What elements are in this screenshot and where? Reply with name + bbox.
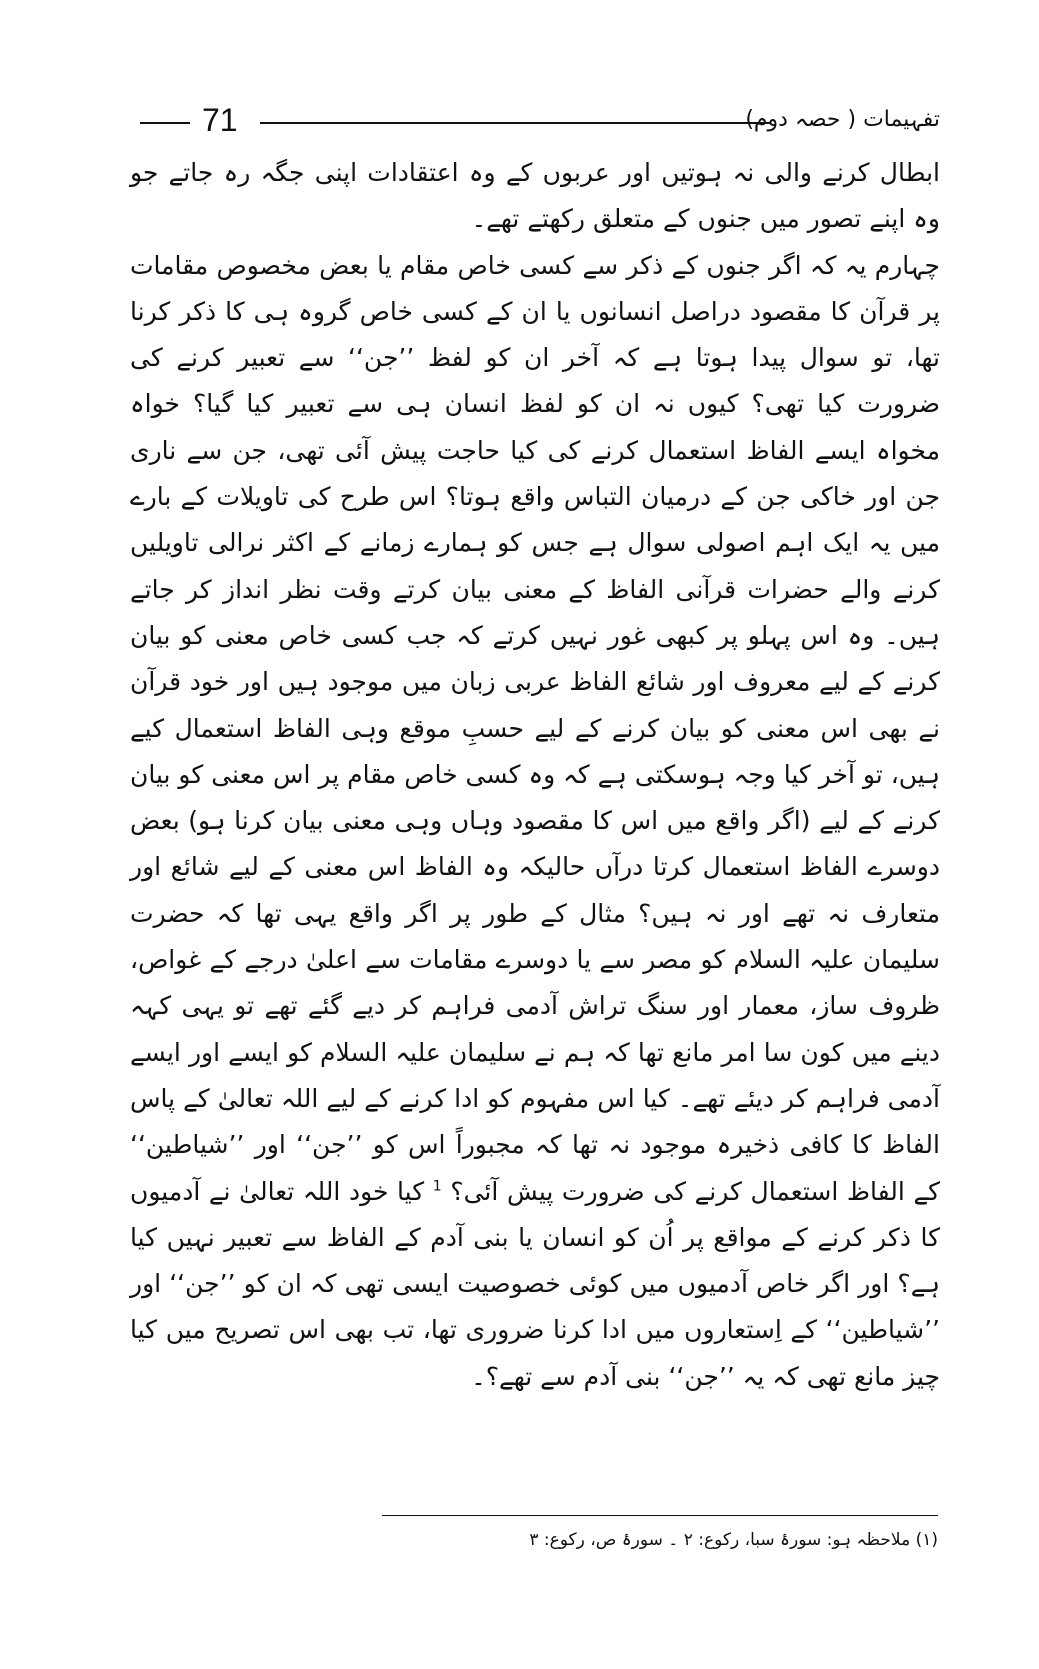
footnote-rule [382, 1515, 938, 1516]
page-number: 71 [202, 102, 238, 138]
paragraph-2-text: چہارم یہ کہ اگر جنوں کے ذکر سے کسی خاص مقام یا بعض مخصوص مقامات پر قرآن کا مقصود دراصل انسانوں یا ان کے کسی خاص گروہ ہی کا ذکر کرنا تھا، تو سوال پیدا ہوتا ہے کہ آخر ان کو لفظ ’’جن‘‘ سے تعبیر کرنے کی ضرورت کیا تھی؟ کیوں نہ ان کو لفظ انسان ہی سے تعبیر کیا گیا؟ خواہ مخواہ ایسے الفاظ استعمال کرنے کی کیا حاجت پیش آئی تھی، جن سے ناری جن اور خاکی جن کے درمیان التباس واقع ہوتا؟ اس طرح کی تاویلات کے بارے میں یہ ایک اہم اصولی سوال ہے جس کو ہمارے زمانے کے اکثر نرالی تاویلیں کرنے والے حضرات قرآنی الفاظ کے معنی بیان کرتے وقت نظر انداز کر جاتے ہیں۔ وہ اس پہلو پر کبھی غور نہیں کرتے کہ جب کسی خاص معنی کو بیان کرنے کے لیے معروف اور شائع الفاظ عربی زبان میں موجود ہیں اور خود قرآن نے بھی اس معنی کو بیان کرنے کے لیے حسبِ موقع وہی الفاظ استعمال کیے ہیں، تو آخر کیا وجہ ہوسکتی ہے کہ وہ کسی خاص مقام پر اس معنی کو بیان کرنے کے لیے (اگر واقع میں اس کا مقصود وہاں وہی معنی بیان کرنا ہو) بعض دوسرے الفاظ استعمال کرتا درآں حالیکہ وہ الفاظ اس معنی کے لیے شائع اور متعارف نہ تھے اور نہ ہیں؟ مثال کے طور پر اگر واقع یہی تھا کہ حضرت سلیمان علیہ السلام کو مصر سے یا دوسرے مقامات سے اعلیٰ درجے کے غواص، ظروف ساز، معمار اور سنگ تراش آدمی فراہم کر دیے گئے تھے تو یہی کہہ دینے میں کون سا امر مانع تھا کہ ہم نے سلیمان علیہ السلام کو ایسے اور ایسے آدمی فراہم کر دیئے تھے۔ کیا اس مفہوم کو ادا کرنے کے لیے اللہ تعالیٰ کے پاس الفاظ کا کافی ذخیرہ موجود نہ تھا کہ مجبوراً اس کو ’’جن‘‘ اور ’’شیاطین‘‘ کے الفاظ استعمال کرنے کی ضرورت پیش آئی؟ [130, 250, 940, 1206]
page-header [140, 100, 940, 140]
paragraph-1: ابطال کرنے والی نہ ہوتیں اور عربوں کے وہ اعتقادات اپنی جگہ رہ جاتے جو وہ اپنے تصور میں جنوں کے متعلق رکھتے تھے۔ [130, 158, 940, 234]
footnote-marker: 1 [432, 1178, 442, 1195]
header-rule [260, 122, 770, 124]
running-title: تفہیمات ( حصہ دوم) [745, 107, 940, 132]
header-dash [140, 122, 190, 124]
paragraph-2-continuation: کیا خود اللہ تعالیٰ نے آدمیوں کا ذکر کرنے کے مواقع پر اُن کو انسان یا بنی آدم کے الفاظ سے تعبیر نہیں کیا ہے؟ اور اگر خاص آدمیوں میں کوئی خصوصیت ایسی تھی کہ ان کو ’’جن‘‘ اور ’’شیاطین‘‘ کے اِستعاروں میں ادا کرنا ضروری تھا، تب بھی اس تصریح میں کیا چیز مانع تھی کہ یہ ’’جن‘‘ بنی آدم سے تھے؟۔ [130, 1176, 940, 1391]
footnote: (۱) ملاحظہ ہو: سورۂ سبا، رکوع: ۲ ۔ سورۂ ص، رکوع: ۳ [529, 1530, 938, 1550]
paragraph-2 [130, 243, 940, 1400]
body-text [130, 150, 940, 1400]
